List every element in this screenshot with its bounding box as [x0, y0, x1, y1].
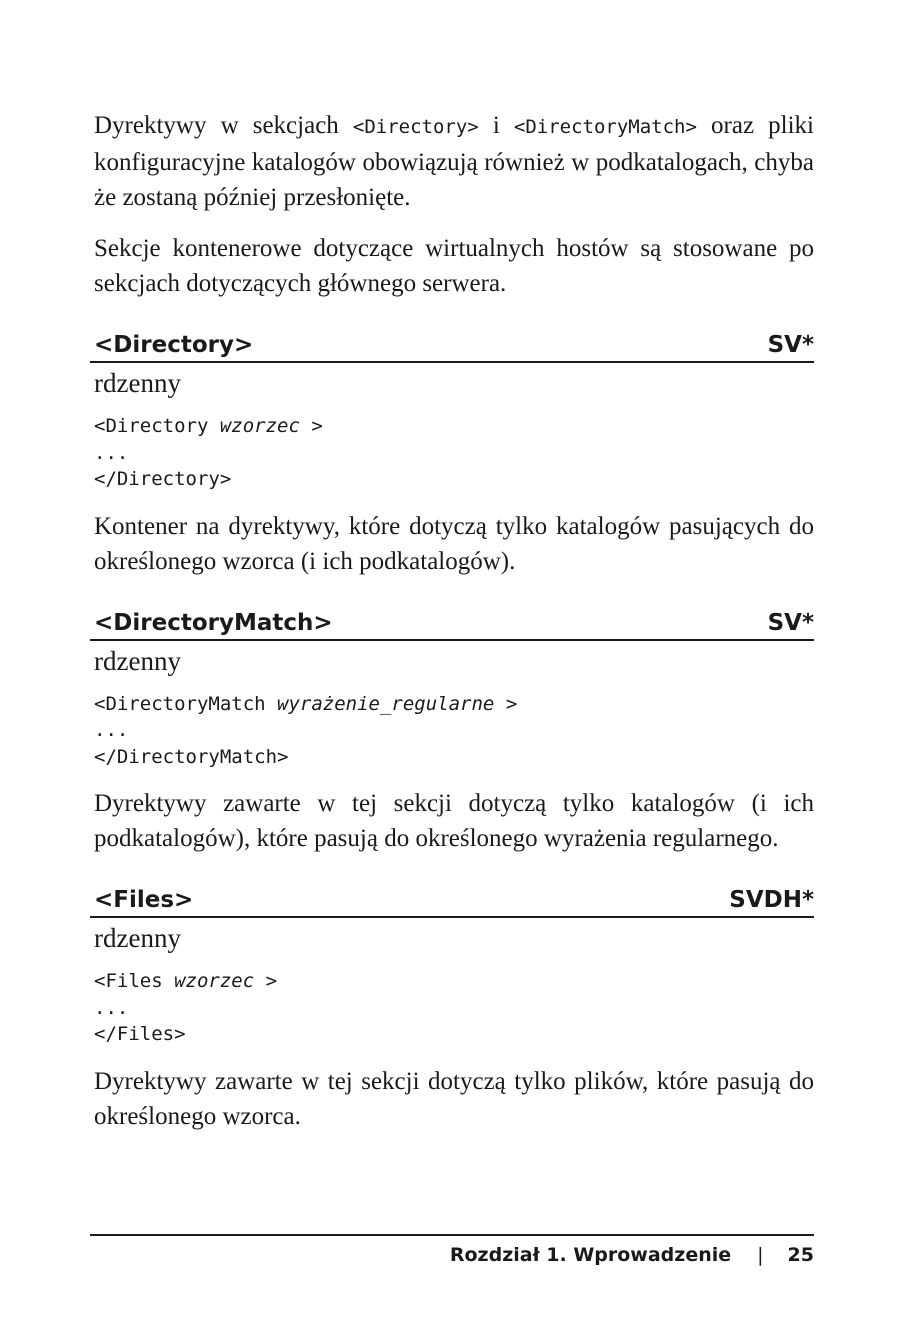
page-content	[94, 108, 814, 1134]
directive-header	[90, 331, 814, 363]
code-close-tag: </DirectoryMatch>	[94, 745, 289, 768]
directive-module: rdzenny	[94, 645, 181, 676]
chapter-title: Rozdział 1. Wprowadzenie	[449, 1244, 732, 1266]
code-close-tag: </Files>	[94, 1023, 186, 1045]
intro-paragraph-1	[94, 108, 814, 215]
footer-separator: |	[757, 1244, 764, 1266]
intro-text: i	[478, 112, 514, 139]
code-block	[94, 691, 814, 771]
code-open-end: >	[299, 415, 323, 437]
code-argument: wzorzec	[174, 970, 255, 992]
directive-context: SV*	[767, 609, 814, 636]
directive-description: Dyrektywy zawarte w tej sekcji dotyczą tylko katalogów (i ich podkatalogów), które pasują do określonego wyrażenia regularnego.	[94, 790, 814, 852]
code-open-tag: <DirectoryMatch	[94, 692, 278, 715]
directive-section-directorymatch	[94, 609, 814, 857]
directive-context: SV*	[767, 332, 814, 358]
directive-module: rdzenny	[94, 368, 181, 398]
code-argument: wyrażenie_regularne	[277, 692, 495, 715]
intro-text: oraz pliki konfiguracyjne katalogów obowiązują również w podkatalogach, chyba że zostaną później przesłonięte.	[94, 112, 814, 211]
directive-description: Kontener na dyrektywy, które dotyczą tylko katalogów pasujących do określonego wzorca (i ich podkatalogów).	[94, 512, 814, 575]
code-close-tag: </Directory>	[94, 468, 232, 490]
code-ellipsis: ...	[94, 996, 129, 1019]
code-argument: wzorzec	[219, 415, 300, 437]
intro-text: Dyrektywy w sekcjach	[94, 112, 353, 139]
code-open-end: >	[494, 692, 518, 715]
directive-header	[90, 609, 814, 641]
directive-name: <DirectoryMatch>	[94, 609, 333, 636]
page-footer	[90, 1234, 814, 1268]
code-open-tag: <Directory	[94, 415, 220, 437]
directive-section-directory	[94, 331, 814, 579]
page-number: 25	[787, 1244, 814, 1266]
code-open-end: >	[254, 970, 278, 992]
directive-context: SVDH*	[729, 887, 814, 913]
code-ellipsis: ...	[94, 719, 129, 741]
code-block	[94, 968, 814, 1048]
code-open-tag: <Files	[94, 970, 175, 992]
directive-module: rdzenny	[94, 923, 181, 953]
directive-header	[90, 886, 814, 918]
intro-paragraph-2: Sekcje kontenerowe dotyczące wirtualnych hostów są stosowane po sekcjach dotyczących głównego serwera.	[94, 235, 814, 297]
code-ellipsis: ...	[94, 441, 129, 464]
inline-code-directorymatch: <DirectoryMatch>	[513, 116, 697, 138]
directive-name: <Files>	[94, 887, 194, 913]
directive-description: Dyrektywy zawarte w tej sekcji dotyczą tylko plików, które pasują do określonego wzorca.	[94, 1067, 814, 1130]
directive-name: <Directory>	[94, 332, 254, 358]
inline-code-directory: <Directory>	[352, 116, 479, 138]
directive-section-files	[94, 886, 814, 1134]
code-block	[94, 413, 814, 493]
